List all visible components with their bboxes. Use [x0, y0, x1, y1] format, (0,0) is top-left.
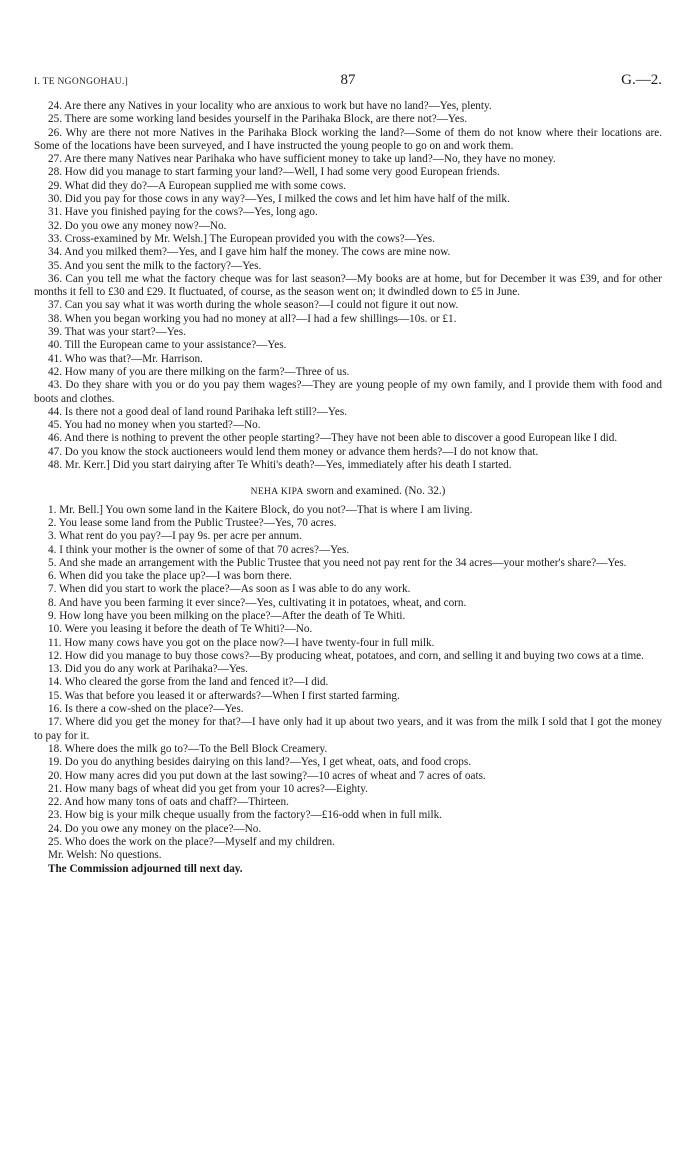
witness-name: NEHA KIPA — [250, 487, 304, 498]
paragraph: 36. Can you tell me what the factory cheque was for last season?—My books are at home, but for December it was £39, and for other months it fell to £30 and £29. It fluctuated, of course, as the season went on; it dwindled down to £5 in June. — [34, 272, 662, 299]
paragraph: 1. Mr. Bell.] You own some land in the Kaitere Block, do you not?—That is where I am living. — [48, 503, 473, 516]
paragraph: 40. Till the European came to your assistance?—Yes. — [48, 339, 287, 352]
paragraph: 26. Why are there not more Natives in the Parihaka Block working the land?—Some of them do not know where their locations are. Some of the locations have been surveyed, and I have instructed the young people to go on and work them. — [34, 126, 662, 152]
paragraph: 15. Was that before you leased it or afterwards?—When I first started farming. — [48, 689, 400, 702]
paragraph: 29. What did they do?—A European supplied me with some cows. — [48, 179, 347, 192]
paragraph: 19. Do you do anything besides dairying on this land?—Yes, I get wheat, oats, and food crops. — [48, 756, 471, 769]
paragraph: 38. When you began working you had no money at all?—I had a few shillings—10s. or £1. — [48, 312, 457, 325]
header-left: I. TE NGONGOHAU.] — [34, 77, 129, 87]
page-number: 87 — [340, 72, 356, 88]
witness-heading-text: sworn and examined. — [306, 485, 402, 498]
paragraph: 33. Cross-examined by Mr. Welsh.] The European provided you with the cows?—Yes. — [48, 232, 435, 245]
paragraph: 14. Who cleared the gorse from the land and fenced it?—I did. — [48, 676, 329, 689]
paragraph: Mr. Welsh: No questions. — [48, 849, 162, 862]
adjournment-note: The Commission adjourned till next day. — [48, 862, 243, 875]
paragraph: 32. Do you owe any money now?—No. — [48, 219, 227, 232]
paragraph: 31. Have you finished paying for the cows?—Yes, long ago. — [48, 206, 318, 219]
paragraph: 8. And have you been farming it ever since?—Yes, cultivating it in potatoes, wheat, and corn. — [48, 596, 467, 609]
paragraph: 47. Do you know the stock auctioneers would lend them money or advance them herds?—I do not know that. — [48, 445, 539, 458]
paragraph: 43. Do they share with you or do you pay them wages?—They are young people of my own family, and I provide them with food and boots and clothes. — [34, 379, 662, 405]
document-body — [34, 100, 662, 876]
paragraph: 30. Did you pay for those cows in any way?—Yes, I milked the cows and let him have half of the milk. — [48, 193, 510, 206]
paragraph: 25. Who does the work on the place?—Myself and my children. — [48, 836, 335, 849]
paragraph: 25. There are some working land besides yourself in the Parihaka Block, are there not?—Yes. — [48, 113, 468, 126]
paragraph: 28. How did you manage to start farming your land?—Well, I had some very good European friends. — [48, 166, 500, 179]
paragraph: 24. Do you owe any money on the place?—No. — [48, 822, 262, 835]
paragraph: 3. What rent do you pay?—I pay 9s. per acre per annum. — [48, 530, 302, 543]
paragraph: 12. How did you manage to buy those cows?—By producing wheat, potatoes, and corn, and selling it and buying two cows at a time. — [48, 649, 644, 662]
paragraph: 24. Are there any Natives in your locality who are anxious to work but have no land?—Yes, plenty. — [48, 100, 492, 112]
paragraph: 34. And you milked them?—Yes, and I gave him half the money. The cows are mine now. — [48, 246, 451, 259]
paragraph: 17. Where did you get the money for that?—I have only had it up about two years, and it was from the milk I sold that I got the money to pay for it. — [34, 716, 662, 742]
paragraph: 18. Where does the milk go to?—To the Bell Block Creamery. — [48, 742, 328, 755]
paragraph: 35. And you sent the milk to the factory?—Yes. — [48, 259, 262, 272]
witness-number: (No. 32.) — [404, 485, 446, 498]
paragraph: 20. How many acres did you put down at the last sowing?—10 acres of wheat and 7 acres of oats. — [48, 769, 486, 782]
paragraph: 5. And she made an arrangement with the Public Trustee that you need not pay rent for the 34 acres—your mother's share?—Yes. — [48, 556, 627, 569]
witness-heading — [34, 485, 662, 499]
paragraph: 41. Who was that?—Mr. Harrison. — [48, 352, 203, 365]
paragraph: 16. Is there a cow-shed on the place?—Yes. — [48, 703, 244, 716]
paragraph: 9. How long have you been milking on the place?—After the death of Te Whiti. — [48, 609, 406, 622]
paragraph: 44. Is there not a good deal of land round Parihaka left still?—Yes. — [48, 405, 347, 418]
paragraph: 37. Can you say what it was worth during the whole season?—I could not figure it out now. — [48, 299, 459, 312]
page-header — [34, 74, 662, 90]
paragraph: 4. I think your mother is the owner of some of that 70 acres?—Yes. — [48, 543, 350, 556]
paragraph: 13. Did you do any work at Parihaka?—Yes. — [48, 663, 248, 676]
paragraph: 7. When did you start to work the place?—As soon as I was able to do any work. — [48, 583, 411, 596]
paragraph: 22. And how many tons of oats and chaff?—Thirteen. — [48, 796, 289, 809]
paragraph: 48. Mr. Kerr.] Did you start dairying after Te Whiti's death?—Yes, immediately after his death I started. — [48, 459, 512, 472]
paragraph: 46. And there is nothing to prevent the other people starting?—They have not been able to discover a good European like I did. — [48, 432, 618, 445]
paragraph: 45. You had no money when you started?—No. — [48, 419, 261, 432]
paragraph: 21. How many bags of wheat did you get from your 10 acres?—Eighty. — [48, 782, 368, 795]
header-right: G.—2. — [621, 72, 662, 88]
paragraph: 39. That was your start?—Yes. — [48, 326, 186, 339]
paragraph: 10. Were you leasing it before the death of Te Whiti?—No. — [48, 623, 313, 636]
paragraph: 11. How many cows have you got on the place now?—I have twenty-four in full milk. — [48, 636, 435, 649]
paragraph: 23. How big is your milk cheque usually from the factory?—£16-odd when in full milk. — [48, 809, 442, 822]
paragraph: 6. When did you take the place up?—I was born there. — [48, 570, 292, 583]
paragraph: 42. How many of you are there milking on the farm?—Three of us. — [48, 365, 350, 378]
paragraph: 27. Are there many Natives near Parihaka who have sufficient money to take up land?—No, they have no money. — [48, 153, 556, 166]
paragraph: 2. You lease some land from the Public Trustee?—Yes, 70 acres. — [48, 516, 337, 529]
